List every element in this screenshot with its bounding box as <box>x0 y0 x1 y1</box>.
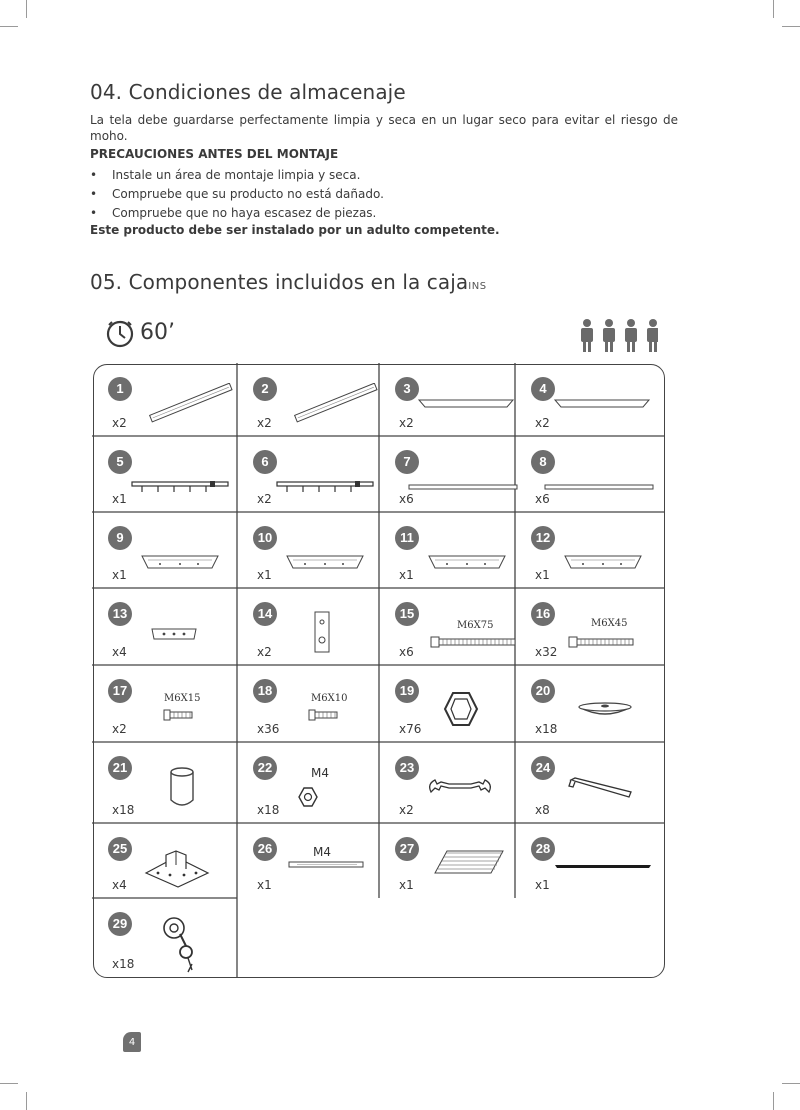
component-quantity: x1 <box>257 568 272 582</box>
component-cell <box>94 744 239 825</box>
component-size-label: M6X10 <box>311 693 348 704</box>
fabric-panel-icon <box>433 847 505 881</box>
component-size-label: M4 <box>313 845 331 859</box>
long-bar-icon <box>146 383 236 427</box>
component-number-badge: 10 <box>253 526 277 550</box>
component-quantity: x6 <box>535 492 550 506</box>
crop-mark <box>773 0 774 18</box>
component-cell <box>239 825 381 900</box>
component-number-badge: 9 <box>108 526 132 550</box>
wrench-icon <box>425 774 495 804</box>
page-number: 4 <box>123 1032 141 1052</box>
component-quantity: x4 <box>112 878 127 892</box>
list-item: • Compruebe que su producto no está dañado. <box>90 187 384 201</box>
component-cell <box>239 744 381 825</box>
component-cell <box>517 667 666 744</box>
connector-plate-icon <box>150 624 200 648</box>
component-number-badge: 16 <box>531 602 555 626</box>
crop-mark <box>782 1083 800 1084</box>
crop-mark <box>26 1092 27 1110</box>
bracket-beam-icon <box>427 552 507 578</box>
component-cell <box>381 438 517 514</box>
component-cell <box>239 667 381 744</box>
small-nut-icon <box>297 786 319 812</box>
assembly-time: 60’ <box>140 320 175 345</box>
component-number-badge: 21 <box>108 756 132 780</box>
component-cell <box>94 667 239 744</box>
component-size-label: M6X45 <box>591 618 628 629</box>
component-number-badge: 2 <box>253 377 277 401</box>
vertical-plate-icon <box>309 610 335 660</box>
component-size-label: M6X15 <box>164 693 201 704</box>
list-item: • Compruebe que no haya escasez de piezas. <box>90 206 377 220</box>
component-cell <box>381 667 517 744</box>
component-cell <box>381 365 517 438</box>
component-number-badge: 4 <box>531 377 555 401</box>
component-quantity: x1 <box>535 568 550 582</box>
short-bolt-icon <box>162 707 202 726</box>
component-number-badge: 20 <box>531 679 555 703</box>
component-cell <box>94 438 239 514</box>
installer-note: Este producto debe ser instalado por un adulto competente. <box>90 223 500 237</box>
component-quantity: x1 <box>399 878 414 892</box>
component-quantity: x32 <box>535 645 558 659</box>
component-quantity: x18 <box>112 803 135 817</box>
four-people-icon <box>578 318 658 354</box>
section-title-storage: 04. Condiciones de almacenaje <box>90 80 406 104</box>
component-cell <box>94 514 239 590</box>
component-quantity: x2 <box>535 416 550 430</box>
component-cell <box>517 744 666 825</box>
list-item: • Instale un área de montaje limpia y seca. <box>90 168 361 182</box>
component-quantity: x1 <box>257 878 272 892</box>
section-title-components: 05. Componentes incluidos en la cajaINS <box>90 270 487 294</box>
component-quantity: x6 <box>399 492 414 506</box>
component-cell <box>517 590 666 667</box>
component-cell <box>239 365 381 438</box>
ground-plate-icon <box>142 845 212 893</box>
component-number-badge: 1 <box>108 377 132 401</box>
precautions-title: PRECAUCIONES ANTES DEL MONTAJE <box>90 147 339 161</box>
component-quantity: x2 <box>399 416 414 430</box>
precautions-list <box>90 166 384 223</box>
component-cell <box>94 900 239 979</box>
component-number-badge: 19 <box>395 679 419 703</box>
component-cell <box>517 514 666 590</box>
component-cell <box>239 590 381 667</box>
component-quantity: x4 <box>112 645 127 659</box>
hook-rail-icon <box>130 478 230 508</box>
component-quantity: x2 <box>257 416 272 430</box>
component-cell <box>381 514 517 590</box>
crop-mark <box>0 1083 18 1084</box>
component-quantity: x18 <box>112 957 135 971</box>
thin-rod-icon <box>407 480 519 499</box>
component-cell <box>381 590 517 667</box>
storage-paragraph: La tela debe guardarse perfectamente limpia y seca en un lugar seco para evitar el riesgo de moho. <box>90 113 678 143</box>
component-quantity: x1 <box>112 568 127 582</box>
component-number-badge: 25 <box>108 837 132 861</box>
component-number-badge: 8 <box>531 450 555 474</box>
threaded-rod-icon <box>287 857 367 876</box>
component-number-badge: 11 <box>395 526 419 550</box>
component-number-badge: 3 <box>395 377 419 401</box>
component-cell <box>517 438 666 514</box>
component-cell <box>517 825 666 900</box>
component-cell <box>381 825 517 900</box>
crop-mark <box>773 1092 774 1110</box>
component-cell <box>94 365 239 438</box>
component-number-badge: 17 <box>108 679 132 703</box>
bracket-beam-icon <box>563 552 643 578</box>
component-number-badge: 18 <box>253 679 277 703</box>
crop-mark <box>782 26 800 27</box>
pulley-hook-icon <box>158 914 198 982</box>
component-quantity: x1 <box>399 568 414 582</box>
component-number-badge: 24 <box>531 756 555 780</box>
component-size-label: M4 <box>311 766 329 780</box>
component-quantity: x6 <box>399 645 414 659</box>
component-quantity: x18 <box>535 722 558 736</box>
component-quantity: x18 <box>257 803 280 817</box>
component-number-badge: 22 <box>253 756 277 780</box>
thin-rod-icon <box>543 480 655 499</box>
component-quantity: x2 <box>112 722 127 736</box>
flat-rail-icon <box>417 395 517 419</box>
washer-disc-icon <box>573 697 637 725</box>
component-cell <box>94 825 239 900</box>
component-quantity: x1 <box>535 878 550 892</box>
component-cell <box>381 744 517 825</box>
component-cell <box>239 514 381 590</box>
component-number-badge: 15 <box>395 602 419 626</box>
component-cell <box>94 590 239 667</box>
hex-key-icon <box>567 774 637 808</box>
medium-bolt-icon <box>567 634 637 653</box>
long-bar-icon <box>291 383 381 427</box>
cap-sleeve-icon <box>166 766 198 814</box>
component-number-badge: 23 <box>395 756 419 780</box>
component-number-badge: 28 <box>531 837 555 861</box>
component-size-label: M6X75 <box>457 620 494 631</box>
component-quantity: x2 <box>399 803 414 817</box>
component-number-badge: 12 <box>531 526 555 550</box>
component-cell <box>239 438 381 514</box>
component-number-badge: 29 <box>108 912 132 936</box>
bracket-beam-icon <box>285 552 365 578</box>
component-quantity: x2 <box>257 492 272 506</box>
component-number-badge: 6 <box>253 450 277 474</box>
component-number-badge: 26 <box>253 837 277 861</box>
component-quantity: x2 <box>112 416 127 430</box>
black-rail-icon <box>553 857 653 876</box>
short-bolt-icon <box>307 707 347 726</box>
hook-rail-icon <box>275 478 375 508</box>
component-number-badge: 14 <box>253 602 277 626</box>
component-quantity: x36 <box>257 722 280 736</box>
component-quantity: x8 <box>535 803 550 817</box>
crop-mark <box>0 26 18 27</box>
crop-mark <box>26 0 27 18</box>
component-quantity: x2 <box>257 645 272 659</box>
bracket-beam-icon <box>140 552 220 578</box>
component-number-badge: 5 <box>108 450 132 474</box>
component-number-badge: 13 <box>108 602 132 626</box>
long-bolt-icon <box>429 634 519 653</box>
hex-nut-icon <box>441 689 481 733</box>
flat-rail-icon <box>553 395 653 419</box>
clock-icon <box>104 318 136 350</box>
component-cell <box>517 365 666 438</box>
component-quantity: x76 <box>399 722 422 736</box>
component-number-badge: 7 <box>395 450 419 474</box>
components-grid <box>93 364 665 978</box>
component-number-badge: 27 <box>395 837 419 861</box>
component-quantity: x1 <box>112 492 127 506</box>
